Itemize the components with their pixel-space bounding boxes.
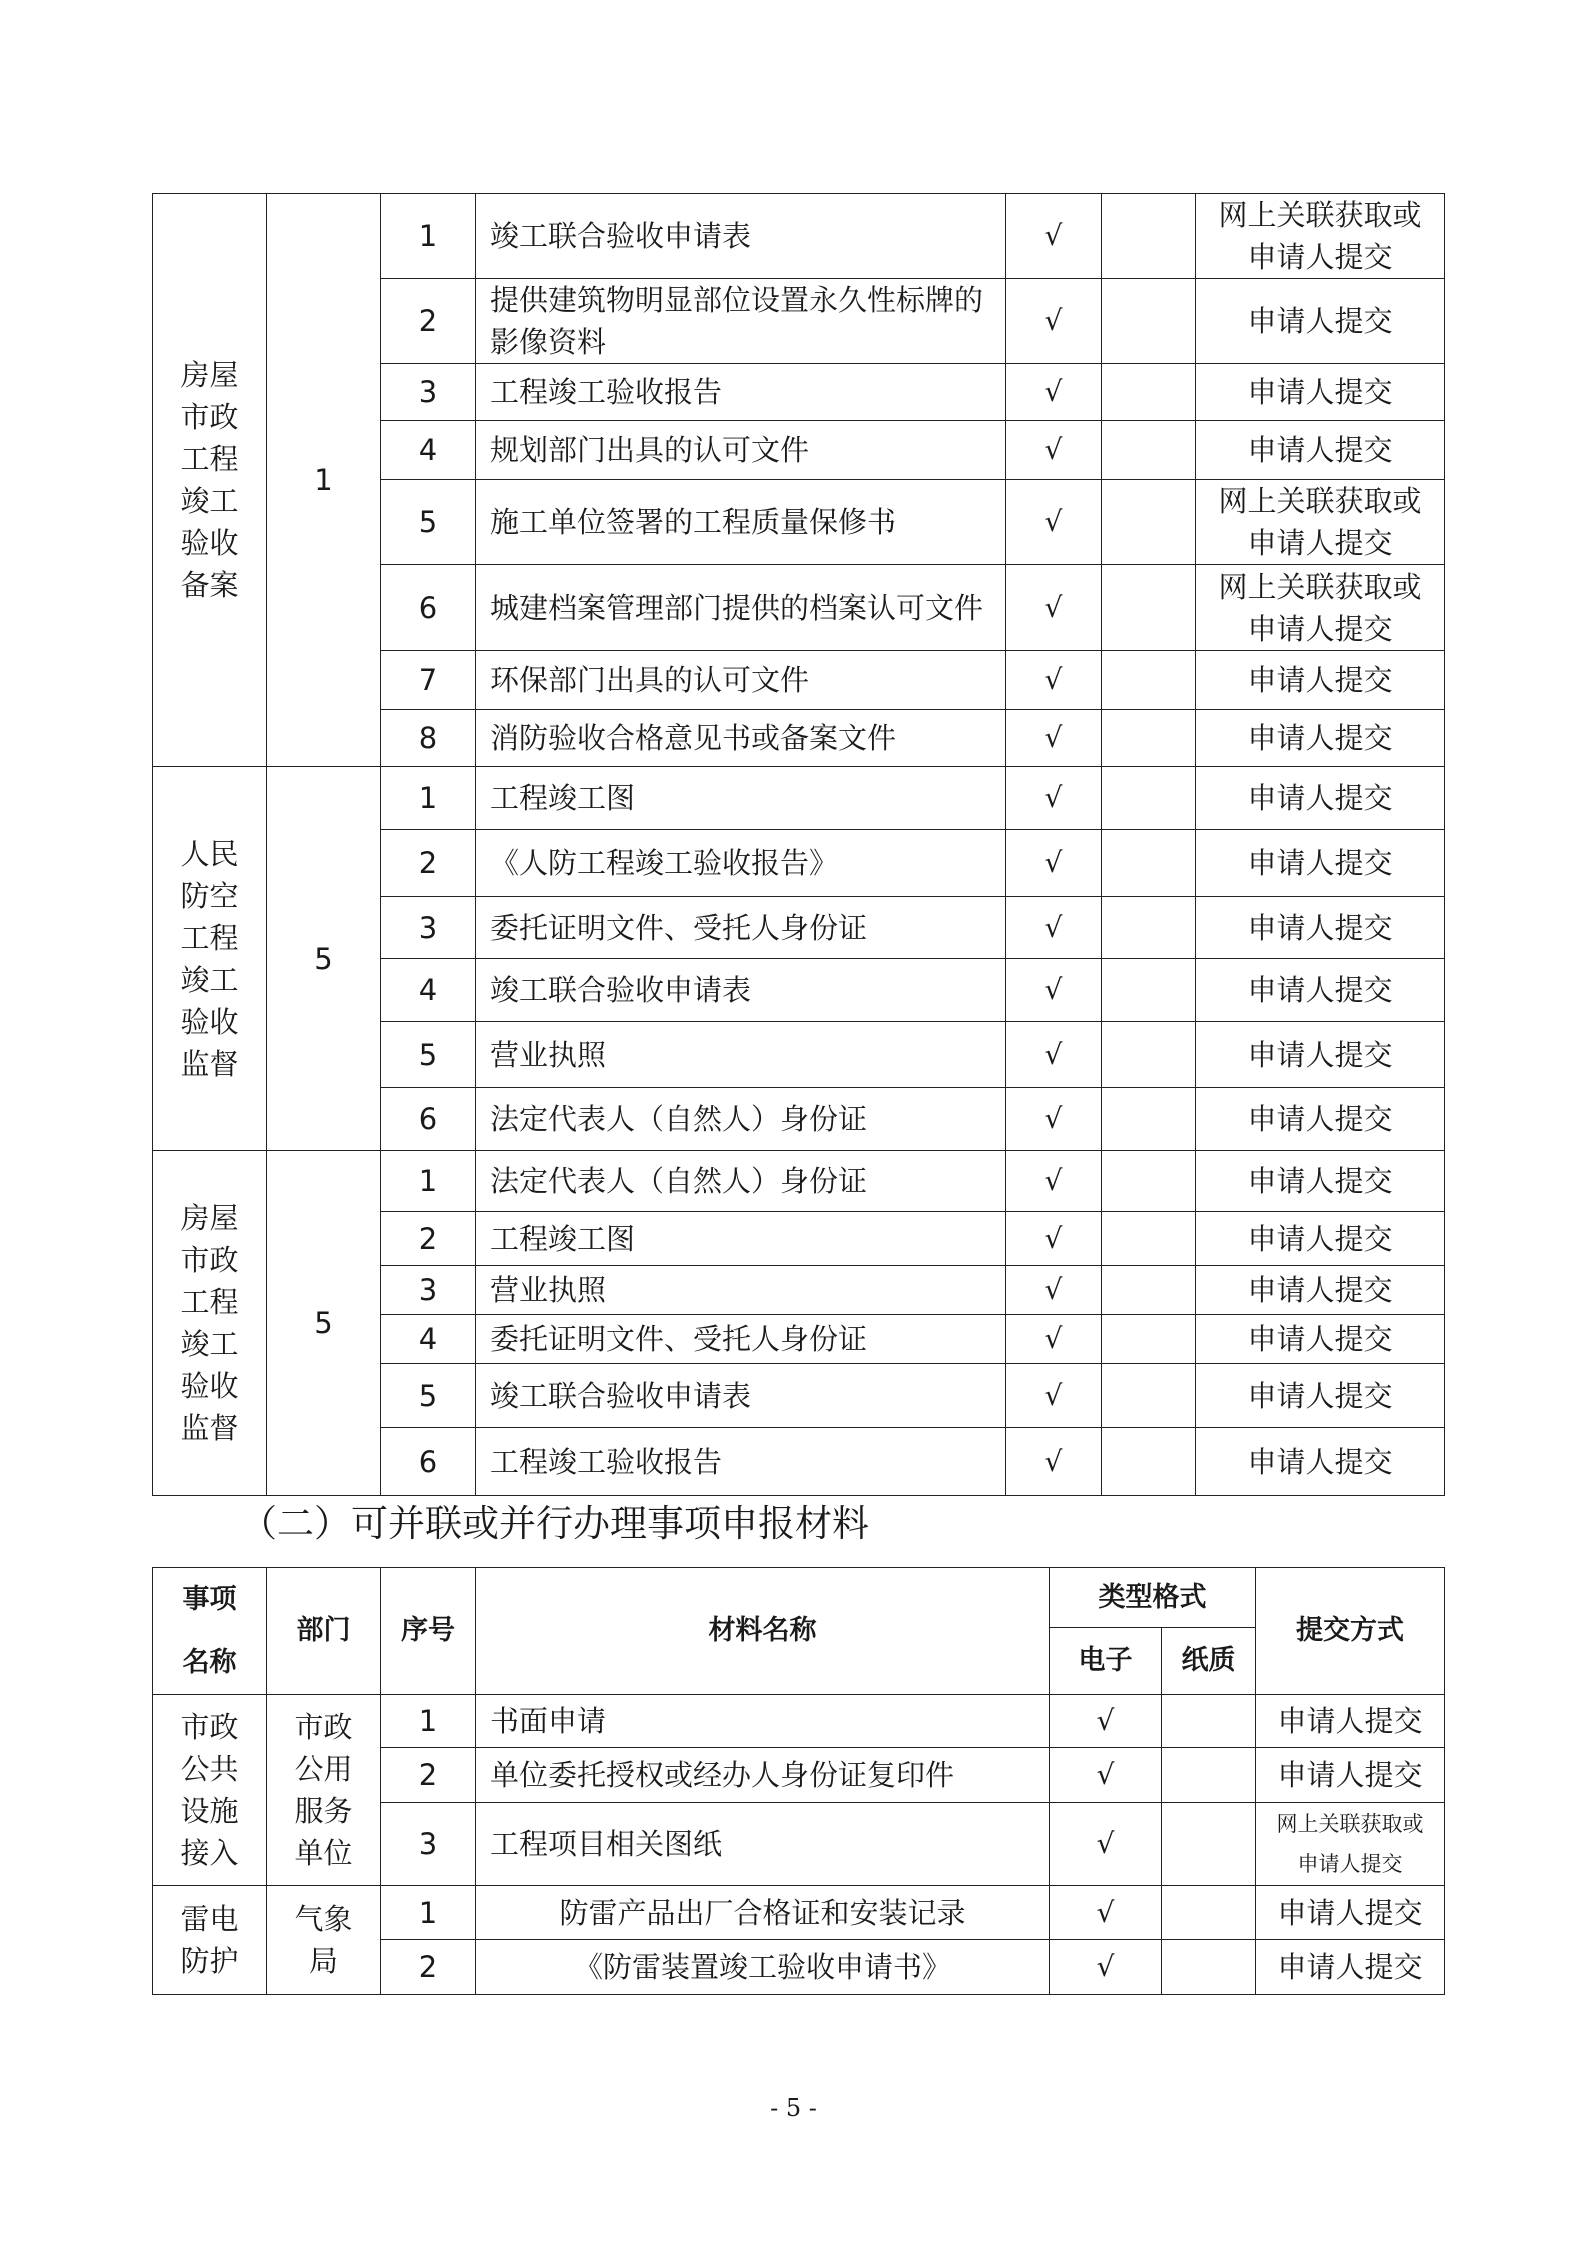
row-number: 1 <box>381 1151 476 1212</box>
table-row <box>153 1151 1445 1212</box>
material-name: 《人防工程竣工验收报告》 <box>476 830 1006 897</box>
submit-method: 申请人提交 <box>1256 1886 1445 1940</box>
header-paper: 纸质 <box>1162 1628 1256 1695</box>
paper-check <box>1162 1748 1256 1803</box>
dept-cell: 市政 公用 服务 单位 <box>267 1695 381 1886</box>
row-number: 5 <box>381 480 476 565</box>
material-name: 《防雷装置竣工验收申请书》 <box>476 1940 1050 1995</box>
submit-method: 网上关联获取或 申请人提交 <box>1256 1803 1445 1886</box>
row-number: 1 <box>381 194 476 279</box>
row-number: 1 <box>381 1695 476 1748</box>
submit-method: 申请人提交 <box>1196 897 1445 959</box>
row-number: 2 <box>381 279 476 364</box>
material-name: 法定代表人（自然人）身份证 <box>476 1088 1006 1151</box>
paper-check <box>1102 480 1196 565</box>
electronic-check: √ <box>1050 1695 1162 1748</box>
item-name-cell: 房屋 市政 工程 竣工 验收 监督 <box>153 1151 267 1496</box>
material-name: 工程项目相关图纸 <box>476 1803 1050 1886</box>
paper-check <box>1102 1315 1196 1364</box>
header-format: 类型格式 <box>1050 1568 1256 1628</box>
dept-cell: 5 <box>267 1151 381 1496</box>
page-number: - 5 - <box>770 2094 817 2122</box>
item-name-cell: 房屋 市政 工程 竣工 验收 备案 <box>153 194 267 767</box>
table-row <box>153 1695 1445 1748</box>
electronic-check: √ <box>1006 767 1102 830</box>
row-number: 3 <box>381 364 476 421</box>
submit-method: 申请人提交 <box>1256 1695 1445 1748</box>
material-name: 营业执照 <box>476 1022 1006 1088</box>
material-name: 委托证明文件、受托人身份证 <box>476 897 1006 959</box>
electronic-check: √ <box>1006 364 1102 421</box>
submit-method: 申请人提交 <box>1196 1022 1445 1088</box>
paper-check <box>1102 1088 1196 1151</box>
paper-check <box>1162 1886 1256 1940</box>
material-name: 工程竣工图 <box>476 1212 1006 1266</box>
header-method: 提交方式 <box>1256 1568 1445 1695</box>
material-name: 书面申请 <box>476 1695 1050 1748</box>
submit-method: 网上关联获取或 申请人提交 <box>1196 480 1445 565</box>
paper-check <box>1102 1151 1196 1212</box>
paper-check <box>1102 651 1196 710</box>
material-name: 竣工联合验收申请表 <box>476 959 1006 1022</box>
table-row <box>153 1886 1445 1940</box>
paper-check <box>1102 565 1196 651</box>
paper-check <box>1102 1364 1196 1428</box>
submit-method: 申请人提交 <box>1256 1940 1445 1995</box>
paper-check <box>1102 364 1196 421</box>
dept-cell: 1 <box>267 194 381 767</box>
electronic-check: √ <box>1006 710 1102 767</box>
material-name: 施工单位签署的工程质量保修书 <box>476 480 1006 565</box>
submit-method: 申请人提交 <box>1196 1212 1445 1266</box>
electronic-check: √ <box>1050 1940 1162 1995</box>
paper-check <box>1162 1695 1256 1748</box>
row-number: 2 <box>381 1940 476 1995</box>
row-number: 1 <box>381 1886 476 1940</box>
material-name: 竣工联合验收申请表 <box>476 194 1006 279</box>
electronic-check: √ <box>1050 1886 1162 1940</box>
electronic-check: √ <box>1006 1266 1102 1315</box>
electronic-check: √ <box>1006 279 1102 364</box>
submit-method: 网上关联获取或 申请人提交 <box>1196 194 1445 279</box>
row-number: 3 <box>381 897 476 959</box>
item-name-cell: 市政 公共 设施 接入 <box>153 1695 267 1886</box>
paper-check <box>1102 830 1196 897</box>
paper-check <box>1102 710 1196 767</box>
row-number: 8 <box>381 710 476 767</box>
paper-check <box>1102 194 1196 279</box>
materials-table-1 <box>152 193 1445 1496</box>
row-number: 3 <box>381 1266 476 1315</box>
material-name: 防雷产品出厂合格证和安装记录 <box>476 1886 1050 1940</box>
paper-check <box>1102 421 1196 480</box>
paper-check <box>1102 1022 1196 1088</box>
electronic-check: √ <box>1006 1212 1102 1266</box>
row-number: 2 <box>381 830 476 897</box>
row-number: 6 <box>381 1428 476 1496</box>
table-row <box>153 767 1445 830</box>
row-number: 6 <box>381 1088 476 1151</box>
row-number: 4 <box>381 421 476 480</box>
paper-check <box>1102 959 1196 1022</box>
electronic-check: √ <box>1006 1151 1102 1212</box>
electronic-check: √ <box>1006 830 1102 897</box>
row-number: 5 <box>381 1022 476 1088</box>
paper-check <box>1102 1266 1196 1315</box>
electronic-check: √ <box>1050 1803 1162 1886</box>
paper-check <box>1102 897 1196 959</box>
electronic-check: √ <box>1006 897 1102 959</box>
row-number: 1 <box>381 767 476 830</box>
header-item-name: 事项 名称 <box>153 1568 267 1695</box>
submit-method: 申请人提交 <box>1196 1315 1445 1364</box>
row-number: 4 <box>381 1315 476 1364</box>
material-name: 城建档案管理部门提供的档案认可文件 <box>476 565 1006 651</box>
material-name: 工程竣工验收报告 <box>476 1428 1006 1496</box>
submit-method: 申请人提交 <box>1196 959 1445 1022</box>
header-electronic: 电子 <box>1050 1628 1162 1695</box>
header-material: 材料名称 <box>476 1568 1050 1695</box>
section-heading: （二）可并联或并行办理事项申报材料 <box>240 1502 869 1545</box>
paper-check <box>1102 767 1196 830</box>
submit-method: 申请人提交 <box>1196 830 1445 897</box>
material-name: 法定代表人（自然人）身份证 <box>476 1151 1006 1212</box>
material-name: 工程竣工图 <box>476 767 1006 830</box>
material-name: 单位委托授权或经办人身份证复印件 <box>476 1748 1050 1803</box>
paper-check <box>1102 1212 1196 1266</box>
material-name: 工程竣工验收报告 <box>476 364 1006 421</box>
material-name: 消防验收合格意见书或备案文件 <box>476 710 1006 767</box>
submit-method: 申请人提交 <box>1196 710 1445 767</box>
item-name-cell: 人民 防空 工程 竣工 验收 监督 <box>153 767 267 1151</box>
material-name: 规划部门出具的认可文件 <box>476 421 1006 480</box>
row-number: 4 <box>381 959 476 1022</box>
paper-check <box>1102 279 1196 364</box>
table-row <box>153 194 1445 279</box>
electronic-check: √ <box>1050 1748 1162 1803</box>
material-name: 委托证明文件、受托人身份证 <box>476 1315 1006 1364</box>
electronic-check: √ <box>1006 1315 1102 1364</box>
header-no: 序号 <box>381 1568 476 1695</box>
submit-method: 申请人提交 <box>1196 1088 1445 1151</box>
submit-method: 申请人提交 <box>1196 364 1445 421</box>
paper-check <box>1162 1940 1256 1995</box>
electronic-check: √ <box>1006 480 1102 565</box>
material-name: 竣工联合验收申请表 <box>476 1364 1006 1428</box>
submit-method: 网上关联获取或 申请人提交 <box>1196 565 1445 651</box>
item-name-cell: 雷电 防护 <box>153 1886 267 1995</box>
electronic-check: √ <box>1006 651 1102 710</box>
dept-cell: 气象 局 <box>267 1886 381 1995</box>
electronic-check: √ <box>1006 194 1102 279</box>
electronic-check: √ <box>1006 421 1102 480</box>
submit-method: 申请人提交 <box>1196 421 1445 480</box>
submit-method: 申请人提交 <box>1196 1428 1445 1496</box>
electronic-check: √ <box>1006 1022 1102 1088</box>
dept-cell: 5 <box>267 767 381 1151</box>
paper-check <box>1162 1803 1256 1886</box>
material-name: 提供建筑物明显部位设置永久性标牌的 影像资料 <box>476 279 1006 364</box>
electronic-check: √ <box>1006 565 1102 651</box>
header-dept: 部门 <box>267 1568 381 1695</box>
submit-method: 申请人提交 <box>1196 279 1445 364</box>
electronic-check: √ <box>1006 1364 1102 1428</box>
row-number: 2 <box>381 1748 476 1803</box>
submit-method: 申请人提交 <box>1196 767 1445 830</box>
submit-method: 申请人提交 <box>1196 1266 1445 1315</box>
row-number: 3 <box>381 1803 476 1886</box>
paper-check <box>1102 1428 1196 1496</box>
row-number: 7 <box>381 651 476 710</box>
submit-method: 申请人提交 <box>1256 1748 1445 1803</box>
materials-table-2 <box>152 1567 1445 1995</box>
electronic-check: √ <box>1006 1088 1102 1151</box>
row-number: 2 <box>381 1212 476 1266</box>
row-number: 5 <box>381 1364 476 1428</box>
electronic-check: √ <box>1006 1428 1102 1496</box>
row-number: 6 <box>381 565 476 651</box>
submit-method: 申请人提交 <box>1196 1151 1445 1212</box>
material-name: 环保部门出具的认可文件 <box>476 651 1006 710</box>
submit-method: 申请人提交 <box>1196 651 1445 710</box>
electronic-check: √ <box>1006 959 1102 1022</box>
submit-method: 申请人提交 <box>1196 1364 1445 1428</box>
material-name: 营业执照 <box>476 1266 1006 1315</box>
